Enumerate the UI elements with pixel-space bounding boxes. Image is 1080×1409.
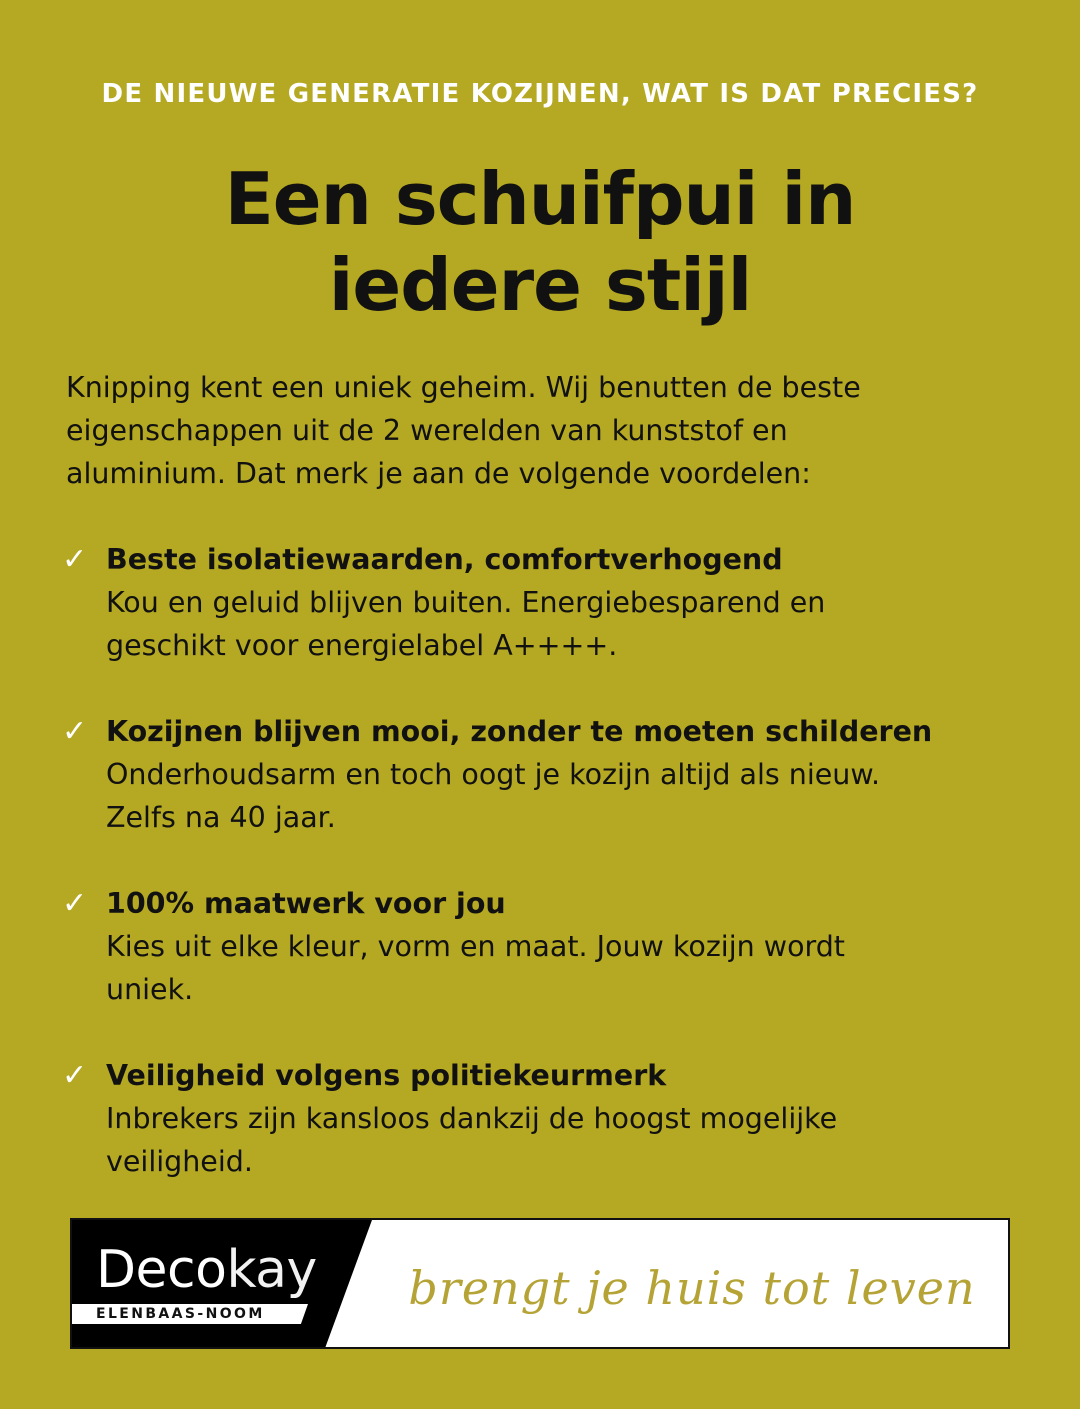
logo-subtitle: ELENBAAS-NOOM — [96, 1306, 265, 1322]
benefit-text-line: veiligheid. — [106, 1145, 253, 1178]
benefit-text-line: Kies uit elke kleur, vorm en maat. Jouw kozijn wordt — [106, 930, 845, 963]
page-title — [0, 156, 1080, 328]
intro-line-2: eigenschappen uit de 2 werelden van kunststof en — [66, 414, 788, 447]
intro-line-3: aluminium. Dat merk je aan de volgende voordelen: — [66, 457, 811, 490]
logo-wordmark-part-2: kay — [226, 1240, 317, 1300]
benefit-text-line: Inbrekers zijn kansloos dankzij de hoogst mogelijke — [106, 1102, 838, 1135]
benefit-text-line: geschikt voor energielabel A++++. — [106, 629, 618, 662]
logo-wordmark-part-1: Deco — [96, 1240, 227, 1300]
benefits-list — [60, 538, 1040, 1226]
benefit-text-line: Onderhoudsarm en toch oogt je kozijn altijd als nieuw. — [106, 758, 881, 791]
benefit-item — [60, 538, 1040, 710]
benefit-title: 100% maatwerk voor jou — [106, 887, 506, 920]
benefit-text-line: Zelfs na 40 jaar. — [106, 801, 336, 834]
benefit-item — [60, 710, 1040, 882]
brand-logo — [96, 1240, 317, 1300]
benefit-title: Beste isolatiewaarden, comfortverhogend — [106, 543, 783, 576]
benefit-title: Veiligheid volgens politiekeurmerk — [106, 1059, 667, 1092]
footer-banner — [70, 1218, 1010, 1349]
check-icon: ✓ — [62, 714, 88, 749]
page-title-line-2: iedere stijl — [328, 243, 752, 327]
tagline-text: brengt je huis tot leven — [408, 1261, 976, 1315]
intro-line-1: Knipping kent een uniek geheim. Wij benutten de beste — [66, 371, 861, 404]
benefit-text-line: uniek. — [106, 973, 194, 1006]
benefit-title: Kozijnen blijven mooi, zonder te moeten schilderen — [106, 715, 933, 748]
intro-paragraph — [66, 366, 1026, 495]
check-icon: ✓ — [62, 886, 88, 921]
benefit-item — [60, 882, 1040, 1054]
page-title-line-1: Een schuifpui in — [224, 157, 856, 241]
check-icon: ✓ — [62, 1058, 88, 1093]
benefit-item — [60, 1054, 1040, 1226]
benefit-text-line: Kou en geluid blijven buiten. Energiebesparend en — [106, 586, 826, 619]
tagline-script — [392, 1240, 992, 1340]
eyebrow-heading: DE NIEUWE GENERATIE KOZIJNEN, WAT IS DAT PRECIES? — [101, 79, 979, 109]
check-icon: ✓ — [62, 542, 88, 577]
